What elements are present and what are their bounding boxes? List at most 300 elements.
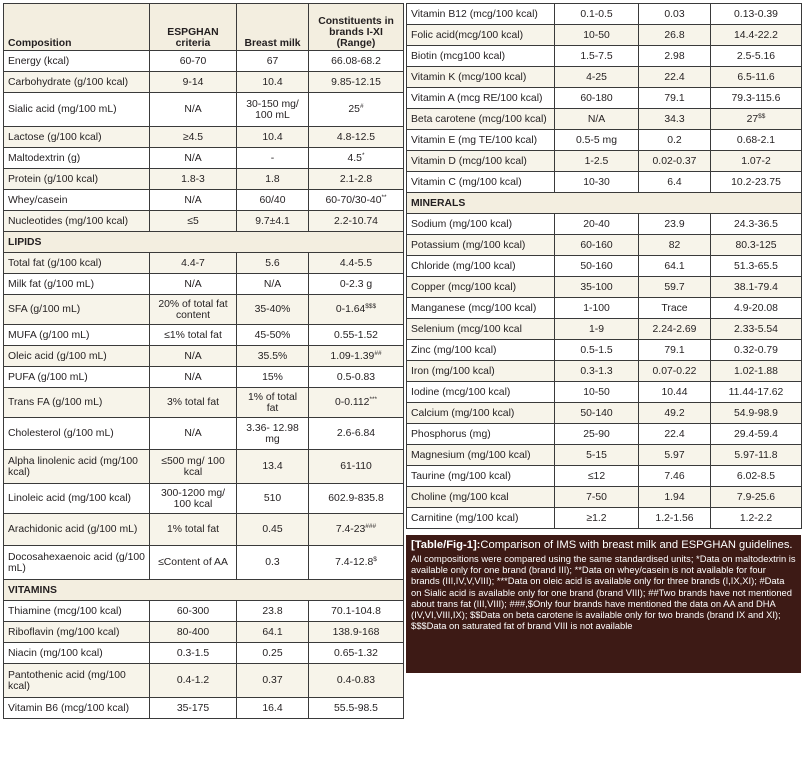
composition-cell bbox=[407, 109, 555, 130]
espghan-cell bbox=[555, 382, 639, 403]
breast-milk-cell bbox=[639, 361, 711, 382]
composition-cell bbox=[4, 190, 150, 211]
header-composition: Composition bbox=[4, 4, 150, 51]
espghan-cell-text: 0.4-1.2 bbox=[176, 675, 210, 686]
espghan-cell-text: 60-300 bbox=[176, 605, 210, 617]
espghan-cell-text: 9-14 bbox=[182, 76, 204, 88]
brand-range-cell-text: 0.4-0.83 bbox=[336, 675, 376, 686]
brand-range-cell-text: 2.2-10.74 bbox=[334, 215, 378, 227]
table-row bbox=[407, 424, 802, 445]
breast-milk-cell-text: - bbox=[270, 152, 275, 164]
table-row bbox=[4, 211, 404, 232]
breast-milk-cell bbox=[237, 325, 309, 346]
espghan-cell bbox=[555, 277, 639, 298]
espghan-cell bbox=[150, 418, 237, 450]
breast-milk-cell-text: 45-50% bbox=[254, 329, 291, 341]
composition-cell bbox=[4, 450, 150, 484]
brand-range-cell-text: 2.1-2.8 bbox=[339, 173, 373, 185]
espghan-cell bbox=[150, 514, 237, 546]
table-row bbox=[4, 253, 404, 274]
brand-range-cell-text: 4.8-12.5 bbox=[336, 131, 376, 143]
breast-milk-cell-text: 1.2-1.56 bbox=[655, 512, 694, 524]
composition-cell bbox=[4, 346, 150, 367]
breast-milk-cell-text: 79.1 bbox=[664, 92, 685, 104]
breast-milk-cell-text: 35-40% bbox=[254, 304, 291, 315]
espghan-cell bbox=[555, 256, 639, 277]
brand-range-cell-text: 55.5-98.5 bbox=[334, 702, 378, 714]
espghan-cell-text: 1-100 bbox=[583, 302, 610, 314]
caption-notes: All compositions were compared using the same standardised units; *Data on maltodextrin is available only for one brand (brand III); **Data on whey/casein is not available for four brands (III,IV,V,VIII); ***Data on oleic acid is available only for three brands (I,IX,XI); #Data on Sialic acid is available only for one brand (brand VIII); ##Two brands have not mentioned about trans fat (III,VIII); ###,$Only four brands have mentioned the data on AA and DHA (IV,VI,VIII,IX); $$Data on beta carotene is available only for two brands (brand IX and XI); $$$Data on saturated fat of brand VIII is not available bbox=[411, 553, 796, 632]
composition-table-right bbox=[406, 3, 802, 529]
breast-milk-cell bbox=[237, 622, 309, 643]
breast-milk-cell-text: 64.1 bbox=[262, 626, 283, 638]
brand-range-cell bbox=[711, 256, 802, 277]
composition-cell-text: Vitamin D (mcg/100 kcal) bbox=[411, 155, 527, 167]
breast-milk-cell-text: 1% of total fat bbox=[247, 391, 298, 414]
composition-cell-text: Vitamin B12 (mcg/100 kcal) bbox=[411, 8, 538, 20]
espghan-cell bbox=[150, 211, 237, 232]
table-row bbox=[407, 130, 802, 151]
brand-range-cell bbox=[711, 403, 802, 424]
espghan-cell bbox=[555, 25, 639, 46]
espghan-cell bbox=[555, 361, 639, 382]
breast-milk-cell bbox=[237, 93, 309, 127]
table-row bbox=[407, 4, 802, 25]
espghan-cell bbox=[150, 388, 237, 418]
espghan-cell-text: N/A bbox=[184, 428, 202, 439]
espghan-cell-text: 20-40 bbox=[583, 218, 610, 230]
composition-cell-text: Biotin (mcg100 kcal) bbox=[411, 50, 506, 62]
espghan-cell bbox=[555, 235, 639, 256]
brand-range-cell-text: 0.32-0.79 bbox=[734, 344, 778, 356]
table-row bbox=[407, 277, 802, 298]
brand-range-cell-text: 0-1.64 bbox=[335, 304, 366, 315]
brand-range-cell-text: 25 bbox=[348, 104, 360, 115]
composition-cell-text: Copper (mcg/100 kcal) bbox=[411, 281, 517, 293]
espghan-cell bbox=[555, 88, 639, 109]
brand-range-cell-text: 7.4-23 bbox=[335, 524, 366, 535]
espghan-cell-text: 4-25 bbox=[586, 71, 607, 83]
composition-cell bbox=[4, 418, 150, 450]
table-row bbox=[4, 546, 404, 580]
brand-range-cell-text: 4.9-20.08 bbox=[734, 302, 778, 314]
breast-milk-cell-text: 6.4 bbox=[667, 176, 682, 188]
composition-cell-text: Phosphorus (mg) bbox=[411, 428, 491, 440]
table-row bbox=[4, 148, 404, 169]
composition-cell bbox=[4, 514, 150, 546]
breast-milk-cell bbox=[639, 88, 711, 109]
table-row bbox=[407, 25, 802, 46]
composition-cell bbox=[407, 172, 555, 193]
table-row bbox=[4, 72, 404, 93]
brand-range-cell-text: 0.55-1.52 bbox=[334, 329, 378, 341]
breast-milk-cell-text: 13.4 bbox=[262, 461, 283, 472]
breast-milk-cell bbox=[237, 450, 309, 484]
brand-range-cell-text: 0.13-0.39 bbox=[734, 8, 778, 20]
table-row bbox=[4, 664, 404, 698]
espghan-cell bbox=[150, 698, 237, 719]
brand-range-cell-text: 4.5 bbox=[347, 152, 362, 164]
espghan-cell-text: 300-1200 mg/ 100 kcal bbox=[160, 487, 226, 510]
espghan-cell bbox=[555, 214, 639, 235]
brand-range-cell-text: 29.4-59.4 bbox=[734, 428, 778, 440]
brand-range-cell-text: 2.6-6.84 bbox=[336, 428, 376, 439]
composition-cell-text: Vitamin C (mg/100 kcal) bbox=[411, 176, 522, 188]
composition-cell bbox=[407, 67, 555, 88]
brand-range-cell-text: 0.5-0.83 bbox=[336, 371, 376, 383]
brand-range-cell-text: 66.08-68.2 bbox=[331, 55, 381, 67]
breast-milk-cell bbox=[237, 295, 309, 325]
composition-cell bbox=[4, 388, 150, 418]
composition-cell bbox=[407, 130, 555, 151]
brand-range-cell bbox=[309, 546, 404, 580]
composition-cell-text: Selenium (mcg/100 kcal bbox=[411, 323, 522, 335]
breast-milk-cell bbox=[639, 445, 711, 466]
espghan-cell-text: N/A bbox=[184, 194, 202, 206]
brand-range-cell-text: 0.65-1.32 bbox=[334, 647, 378, 659]
espghan-cell-text: 0.3-1.5 bbox=[176, 647, 210, 659]
brand-range-cell-text: 1.2-2.2 bbox=[739, 512, 773, 524]
breast-milk-cell-text: 10.44 bbox=[661, 386, 688, 398]
brand-range-cell bbox=[309, 148, 404, 169]
composition-cell bbox=[4, 169, 150, 190]
caption-title-text: Comparison of IMS with breast milk and ESPGHAN guidelines. bbox=[480, 539, 793, 551]
table-row bbox=[4, 601, 404, 622]
breast-milk-cell-text: Trace bbox=[661, 302, 688, 314]
composition-cell bbox=[4, 274, 150, 295]
composition-cell-text: Carnitine (mg/100 kcal) bbox=[411, 512, 519, 524]
brand-range-cell bbox=[711, 4, 802, 25]
brand-range-cell bbox=[711, 172, 802, 193]
composition-cell bbox=[407, 361, 555, 382]
composition-cell-text: Protein (g/100 kcal) bbox=[8, 173, 99, 185]
brand-range-cell bbox=[711, 319, 802, 340]
espghan-cell-text: 50-160 bbox=[580, 260, 613, 272]
breast-milk-cell-text: 67 bbox=[266, 55, 279, 67]
espghan-cell-text: 35-175 bbox=[176, 702, 210, 714]
espghan-cell bbox=[150, 622, 237, 643]
section-header-vitamins bbox=[4, 580, 404, 601]
table-row bbox=[407, 403, 802, 424]
breast-milk-cell-text: 26.8 bbox=[664, 29, 685, 41]
espghan-cell bbox=[150, 546, 237, 580]
composition-cell-text: SFA (g/100 mL) bbox=[8, 304, 81, 315]
brand-range-cell-text: 138.9-168 bbox=[332, 626, 380, 638]
brand-range-cell bbox=[309, 51, 404, 72]
composition-cell bbox=[4, 253, 150, 274]
breast-milk-cell-text: 0.37 bbox=[262, 675, 283, 686]
breast-milk-cell bbox=[237, 211, 309, 232]
breast-milk-cell bbox=[237, 546, 309, 580]
breast-milk-cell bbox=[639, 25, 711, 46]
brand-range-cell bbox=[309, 367, 404, 388]
espghan-cell-text: 10-50 bbox=[583, 29, 610, 41]
brand-range-cell-text: 1.02-1.88 bbox=[734, 365, 778, 377]
brand-range-cell bbox=[309, 346, 404, 367]
breast-milk-cell bbox=[639, 424, 711, 445]
composition-cell bbox=[407, 319, 555, 340]
brand-range-cell bbox=[309, 72, 404, 93]
table-row bbox=[4, 450, 404, 484]
table-row bbox=[4, 169, 404, 190]
brand-range-cell bbox=[711, 151, 802, 172]
table-row bbox=[4, 274, 404, 295]
espghan-cell bbox=[150, 169, 237, 190]
table-row bbox=[4, 484, 404, 514]
breast-milk-cell bbox=[639, 319, 711, 340]
brand-range-cell bbox=[309, 211, 404, 232]
brand-range-cell-text: 5.97-11.8 bbox=[734, 449, 778, 461]
table-header-row bbox=[4, 4, 404, 51]
breast-milk-cell-text: 23.9 bbox=[664, 218, 685, 230]
breast-milk-cell bbox=[639, 340, 711, 361]
composition-cell bbox=[4, 325, 150, 346]
brand-range-cell-text: 4.4-5.5 bbox=[339, 257, 373, 269]
espghan-cell bbox=[555, 319, 639, 340]
section-title: LIPIDS bbox=[4, 232, 404, 253]
composition-cell-text: Vitamin K (mcg/100 kcal) bbox=[411, 71, 527, 83]
breast-milk-cell-text: 15% bbox=[262, 371, 283, 383]
espghan-cell-text: 80-400 bbox=[176, 626, 210, 638]
section-header-lipids bbox=[4, 232, 404, 253]
composition-cell-text: MUFA (g/100 mL) bbox=[8, 329, 90, 341]
brand-range-cell-text: 54.9-98.9 bbox=[734, 407, 778, 419]
brand-range-cell-text: 6.5-11.6 bbox=[737, 71, 775, 83]
breast-milk-cell bbox=[639, 214, 711, 235]
composition-cell-text: Manganese (mcg/100 kcal) bbox=[411, 302, 537, 314]
footnote-marker: $$ bbox=[758, 112, 766, 120]
breast-milk-cell-text: 79.1 bbox=[664, 344, 685, 356]
table-row bbox=[4, 514, 404, 546]
breast-milk-cell bbox=[237, 514, 309, 546]
composition-cell bbox=[4, 546, 150, 580]
breast-milk-cell bbox=[237, 484, 309, 514]
breast-milk-cell-text: 3.36- 12.98 mg bbox=[246, 422, 299, 445]
espghan-cell-text: 7-50 bbox=[586, 491, 607, 503]
table-row bbox=[407, 340, 802, 361]
breast-milk-cell bbox=[237, 51, 309, 72]
table-row bbox=[4, 643, 404, 664]
table-row bbox=[407, 298, 802, 319]
composition-cell bbox=[4, 643, 150, 664]
brand-range-cell bbox=[711, 235, 802, 256]
breast-milk-cell bbox=[639, 4, 711, 25]
composition-cell-text: Maltodextrin (g) bbox=[8, 152, 81, 164]
table-row bbox=[407, 235, 802, 256]
brand-range-cell bbox=[711, 130, 802, 151]
composition-cell bbox=[4, 51, 150, 72]
composition-cell-text: Potassium (mg/100 kcal) bbox=[411, 239, 526, 251]
espghan-cell bbox=[555, 46, 639, 67]
composition-cell bbox=[4, 148, 150, 169]
breast-milk-cell-text: 0.2 bbox=[667, 134, 682, 146]
breast-milk-cell bbox=[639, 508, 711, 529]
brand-range-cell-text: 7.9-25.6 bbox=[736, 491, 776, 503]
breast-milk-cell bbox=[639, 403, 711, 424]
composition-cell-text: Folic acid(mcg/100 kcal) bbox=[411, 29, 524, 41]
composition-cell-text: Iron (mg/100 kcal) bbox=[411, 365, 495, 377]
composition-cell bbox=[407, 487, 555, 508]
breast-milk-cell-text: 10.4 bbox=[262, 76, 283, 88]
espghan-cell bbox=[555, 403, 639, 424]
composition-cell-text: Sialic acid (mg/100 mL) bbox=[8, 104, 117, 115]
composition-cell-text: Energy (kcal) bbox=[8, 55, 70, 67]
breast-milk-cell-text: 2.24-2.69 bbox=[652, 323, 697, 335]
table-row bbox=[4, 325, 404, 346]
espghan-cell-text: N/A bbox=[184, 371, 202, 383]
brand-range-cell bbox=[309, 190, 404, 211]
breast-milk-cell bbox=[639, 487, 711, 508]
espghan-cell-text: 20% of total fat content bbox=[158, 298, 228, 321]
table-row bbox=[407, 67, 802, 88]
composition-cell-text: Chloride (mg/100 kcal) bbox=[411, 260, 516, 272]
brand-range-cell bbox=[711, 361, 802, 382]
brand-range-cell-text: 6.02-8.5 bbox=[736, 470, 776, 482]
espghan-cell-text: 1.5-7.5 bbox=[580, 50, 613, 62]
breast-milk-cell bbox=[639, 151, 711, 172]
composition-cell-text: Docosahexaenoic acid (g/100 mL) bbox=[8, 551, 145, 574]
composition-cell bbox=[407, 298, 555, 319]
composition-table-left bbox=[3, 3, 404, 719]
composition-cell-text: Beta carotene (mcg/100 kcal) bbox=[411, 113, 547, 125]
table-row bbox=[407, 46, 802, 67]
breast-milk-cell-text: 0.02-0.37 bbox=[652, 155, 697, 167]
composition-cell-text: Nucleotides (mg/100 kcal) bbox=[8, 215, 129, 227]
espghan-cell-text: N/A bbox=[184, 278, 202, 290]
breast-milk-cell-text: 22.4 bbox=[664, 428, 685, 440]
espghan-cell bbox=[555, 424, 639, 445]
table-row bbox=[4, 93, 404, 127]
table-row bbox=[407, 256, 802, 277]
table-row bbox=[407, 487, 802, 508]
breast-milk-cell-text: 22.4 bbox=[664, 71, 685, 83]
table-row bbox=[4, 388, 404, 418]
espghan-cell bbox=[150, 274, 237, 295]
footnote-marker: $$$ bbox=[365, 303, 377, 310]
breast-milk-cell bbox=[237, 127, 309, 148]
breast-milk-cell bbox=[237, 601, 309, 622]
composition-cell bbox=[4, 93, 150, 127]
brand-range-cell bbox=[711, 487, 802, 508]
espghan-cell-text: 3% total fat bbox=[167, 397, 219, 408]
espghan-cell-text: ≤12 bbox=[587, 470, 606, 482]
brand-range-cell-text: 7.4-12.8 bbox=[335, 557, 374, 568]
brand-range-cell bbox=[711, 382, 802, 403]
composition-cell bbox=[407, 214, 555, 235]
table-row bbox=[4, 51, 404, 72]
breast-milk-cell bbox=[639, 256, 711, 277]
composition-cell-text: Choline (mg/100 kcal bbox=[411, 491, 509, 503]
caption-label: [Table/Fig-1]: bbox=[411, 539, 481, 551]
breast-milk-cell-text: 5.97 bbox=[664, 449, 685, 461]
espghan-cell bbox=[555, 4, 639, 25]
footnote-marker: * bbox=[361, 151, 365, 159]
breast-milk-cell bbox=[639, 298, 711, 319]
composition-cell-text: Trans FA (g/100 mL) bbox=[8, 397, 103, 408]
composition-cell-text: Carbohydrate (g/100 kcal) bbox=[8, 76, 129, 88]
breast-milk-cell-text: 1.94 bbox=[664, 491, 685, 503]
brand-range-cell bbox=[309, 169, 404, 190]
breast-milk-cell-text: 59.7 bbox=[664, 281, 685, 293]
header-espghan: ESPGHAN criteria bbox=[150, 4, 237, 51]
breast-milk-cell-text: 23.8 bbox=[262, 605, 283, 617]
table-row bbox=[4, 418, 404, 450]
brand-range-cell-text: 10.2-23.75 bbox=[731, 176, 781, 188]
brand-range-cell bbox=[309, 450, 404, 484]
espghan-cell bbox=[555, 172, 639, 193]
breast-milk-cell bbox=[639, 109, 711, 130]
brand-range-cell bbox=[309, 484, 404, 514]
composition-cell-text: Arachidonic acid (g/100 mL) bbox=[8, 524, 138, 535]
brand-range-cell-text: 2.33-5.54 bbox=[734, 323, 778, 335]
breast-milk-cell-text: 0.07-0.22 bbox=[652, 365, 697, 377]
espghan-cell bbox=[555, 445, 639, 466]
composition-cell bbox=[407, 4, 555, 25]
composition-cell bbox=[4, 622, 150, 643]
composition-cell-text: Iodine (mcg/100 kcal) bbox=[411, 386, 511, 398]
espghan-cell-text: 0.1-0.5 bbox=[580, 8, 613, 20]
composition-cell bbox=[4, 295, 150, 325]
table-row bbox=[4, 346, 404, 367]
breast-milk-cell-text: 60/40 bbox=[259, 194, 286, 206]
espghan-cell-text: 10-50 bbox=[583, 386, 610, 398]
espghan-cell bbox=[555, 130, 639, 151]
breast-milk-cell bbox=[639, 130, 711, 151]
composition-cell bbox=[407, 88, 555, 109]
composition-cell bbox=[407, 466, 555, 487]
section-header-minerals bbox=[407, 193, 802, 214]
breast-milk-cell bbox=[639, 466, 711, 487]
footnote-marker: ### bbox=[365, 523, 377, 530]
breast-milk-cell bbox=[237, 190, 309, 211]
brand-range-cell bbox=[711, 298, 802, 319]
composition-cell-text: Magnesium (mg/100 kcal) bbox=[411, 449, 531, 461]
breast-milk-cell bbox=[237, 148, 309, 169]
table-body-right bbox=[407, 4, 802, 529]
composition-cell bbox=[4, 127, 150, 148]
composition-cell-text: Vitamin E (mg TE/100 kcal) bbox=[411, 134, 538, 146]
brand-range-cell bbox=[711, 46, 802, 67]
espghan-cell-text: ≥4.5 bbox=[182, 131, 204, 143]
composition-cell bbox=[4, 601, 150, 622]
composition-cell-text: Total fat (g/100 kcal) bbox=[8, 257, 102, 269]
breast-milk-cell bbox=[237, 418, 309, 450]
brand-range-cell bbox=[309, 127, 404, 148]
composition-cell bbox=[407, 46, 555, 67]
espghan-cell-text: ≤Content of AA bbox=[158, 557, 228, 568]
composition-cell-text: Vitamin B6 (mcg/100 kcal) bbox=[8, 702, 130, 714]
espghan-cell-text: N/A bbox=[587, 113, 606, 125]
espghan-cell bbox=[150, 664, 237, 698]
espghan-cell bbox=[555, 487, 639, 508]
table-row bbox=[4, 698, 404, 719]
brand-range-cell-text: 1.09-1.39 bbox=[330, 350, 375, 362]
breast-milk-cell-text: 0.25 bbox=[262, 647, 283, 659]
composition-cell bbox=[407, 25, 555, 46]
brand-range-cell bbox=[711, 445, 802, 466]
espghan-cell-text: N/A bbox=[184, 104, 202, 115]
footnote-marker: # bbox=[359, 103, 364, 110]
composition-cell-text: Milk fat (g/100 mL) bbox=[8, 278, 95, 290]
espghan-cell bbox=[150, 367, 237, 388]
brand-range-cell bbox=[711, 67, 802, 88]
table-row bbox=[407, 88, 802, 109]
espghan-cell bbox=[150, 127, 237, 148]
composition-cell bbox=[407, 403, 555, 424]
table-row bbox=[407, 172, 802, 193]
espghan-cell bbox=[150, 484, 237, 514]
brand-range-cell bbox=[309, 514, 404, 546]
